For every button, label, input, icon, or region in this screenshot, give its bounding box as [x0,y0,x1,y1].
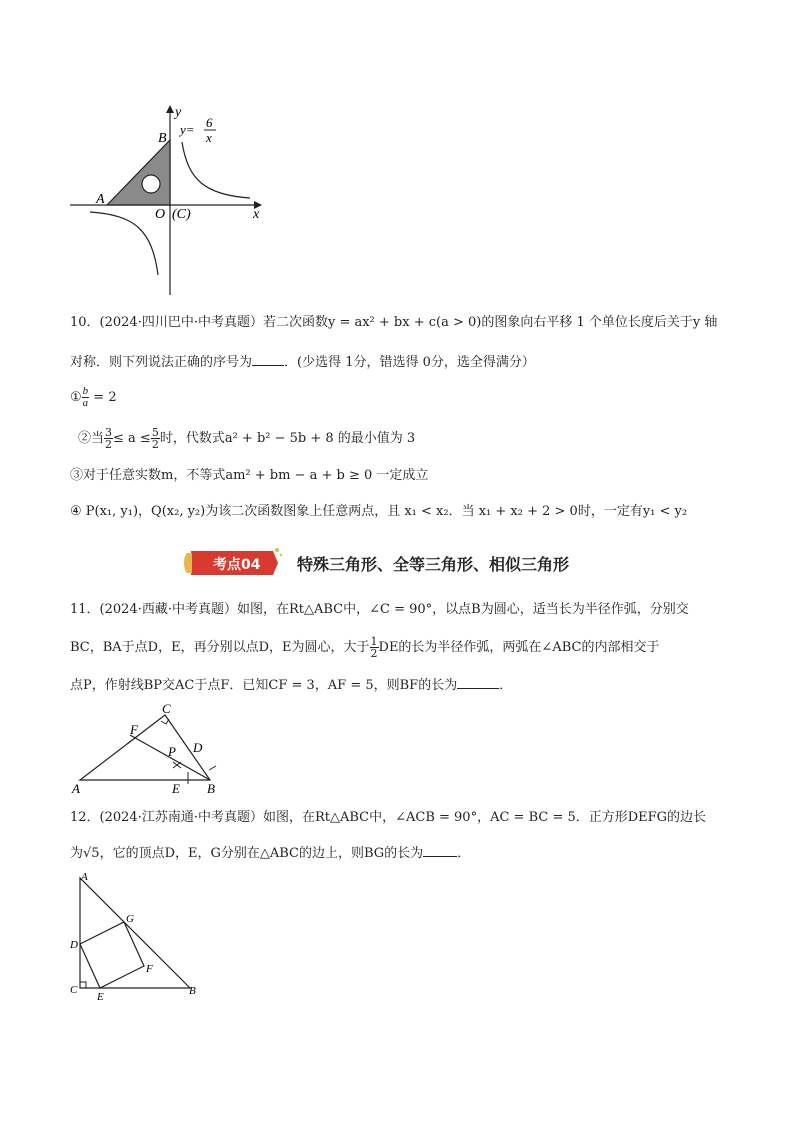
label-B: B [207,781,215,795]
triangle-abc [80,878,190,988]
q10-option-3: ③对于任意实数m，不等式am² + bm − a + b ≥ 0 一定成立 [70,468,429,483]
label-A: A [96,192,105,207]
triangle-abc [80,715,210,780]
q10-option-4: ④ P(x₁, y₁)，Q(x₂, y₂)为该二次函数图象上任意两点，且 x₁ < x₂．当 x₁ + x₂ + 2 > 0时，一定有y₁ < y₂ [70,504,688,519]
label-B: B [158,131,167,146]
arc-tick-d [209,766,216,770]
square-in-triangle-figure [65,868,210,1003]
hyperbola-figure [70,100,280,300]
q11-line3-text: 点P，作射线BP交AC于点F．已知CF = 3，AF = 5，则BF的长为 [70,678,458,693]
q12-answer-blank[interactable] [423,842,457,857]
q11-frac-denominator: 2 [370,647,378,660]
opt1-denominator: a [82,397,89,409]
opt2-f1-denominator: 2 [105,438,113,451]
label-B: B [189,985,196,997]
q12-line2-c: ，它的顶点D，E，G分别在△ABC的边上，则BG的长为 [99,846,424,861]
opt1-numerator: b [82,385,89,397]
q10-option-1 [70,386,117,409]
label-P: P [168,744,176,759]
q12-sqrt5: √5 [83,846,100,861]
q12-line1: 12．(2024·江苏南通·中考真题）如图，在Rt△ABC中，∠ACB = 90°，AC = BC = 5．正方形DEFG的边长 [70,810,707,825]
q10-option-2 [78,427,415,450]
q10-answer-blank[interactable] [252,351,284,366]
q10-line2-tail: ．(少选得 1分，错选得 0分，选全得满分） [284,355,535,370]
opt1-prefix: ① [70,390,82,405]
q11-fraction [370,636,379,659]
label-D: D [70,939,78,951]
func-label: y= [180,122,195,137]
opt2-f2-numerator: 5 [151,426,159,439]
q12-line2-a: 为 [70,846,84,861]
func-numerator: 6 [206,115,213,130]
section-title: 特殊三角形、全等三角形、相似三角形 [297,555,570,574]
label-E: E [172,781,180,795]
y-axis-label: y [175,105,182,120]
label-C: C [162,701,171,716]
opt2-fraction-2 [151,427,160,450]
label-F: F [130,722,138,737]
label-E: E [97,991,104,1003]
q11-answer-blank[interactable] [457,674,499,689]
opt2-f1-numerator: 3 [105,426,113,439]
q12-line2-tail: ． [457,846,471,861]
section-badge-text: 考点04 [213,557,261,573]
label-O: O [155,207,166,222]
label-D: D [193,740,203,755]
opt2-tail: 时，代数式a² + b² − 5b + 8 的最小值为 3 [159,431,416,446]
right-angle-mark [80,982,86,988]
opt2-prefix: ②当 [78,431,105,446]
func-denominator: x [206,130,212,145]
label-A: A [81,871,88,883]
q11-line3-tail: ． [499,678,513,693]
label-C: (C) [172,207,191,222]
q12-line2 [70,842,470,864]
q11-frac-numerator: 1 [370,635,378,648]
opt2-f2-denominator: 2 [151,438,159,451]
q11-line2-b: DE的长为半径作弧，两弧在∠ABC的内部相交于 [378,640,660,655]
q10-line2 [70,351,535,373]
q11-line2-a: BC，BA于点D，E，再分别以点D，E为圆心，大于 [70,640,370,655]
label-A: A [72,781,80,795]
q10-line1: 10．(2024·四川巴中·中考真题）若二次函数y = ax² + bx + c(a > 0)的图象向右平移 1 个单位长度后关于y 轴 [70,315,718,330]
shaded-triangle [107,140,170,205]
hyperbola-branch-1 [182,142,250,198]
opt2-middle: ≤ a ≤ [113,431,151,446]
label-G: G [126,913,134,925]
x-axis-label: x [253,207,260,222]
opt2-fraction-1 [104,427,113,450]
triangle-abc-figure [70,700,230,795]
opt1-tail: = 2 [93,390,117,405]
hole-circle [142,175,160,193]
q11-line3 [70,674,512,696]
q11-line1: 11．(2024·西藏·中考真题）如图，在Rt△ABC中，∠C = 90°，以点B为圆心，适当长为半径作弧，分别交 [70,602,689,617]
label-C: C [70,984,78,996]
label-F: F [146,963,153,975]
opt1-fraction [82,386,90,409]
q10-line2-text: 对称．则下列说法正确的序号为 [70,355,253,370]
q11-line2 [70,636,659,659]
y-axis-arrow [166,105,174,113]
section-badge [183,545,283,581]
hyperbola-branch-2 [90,212,158,275]
